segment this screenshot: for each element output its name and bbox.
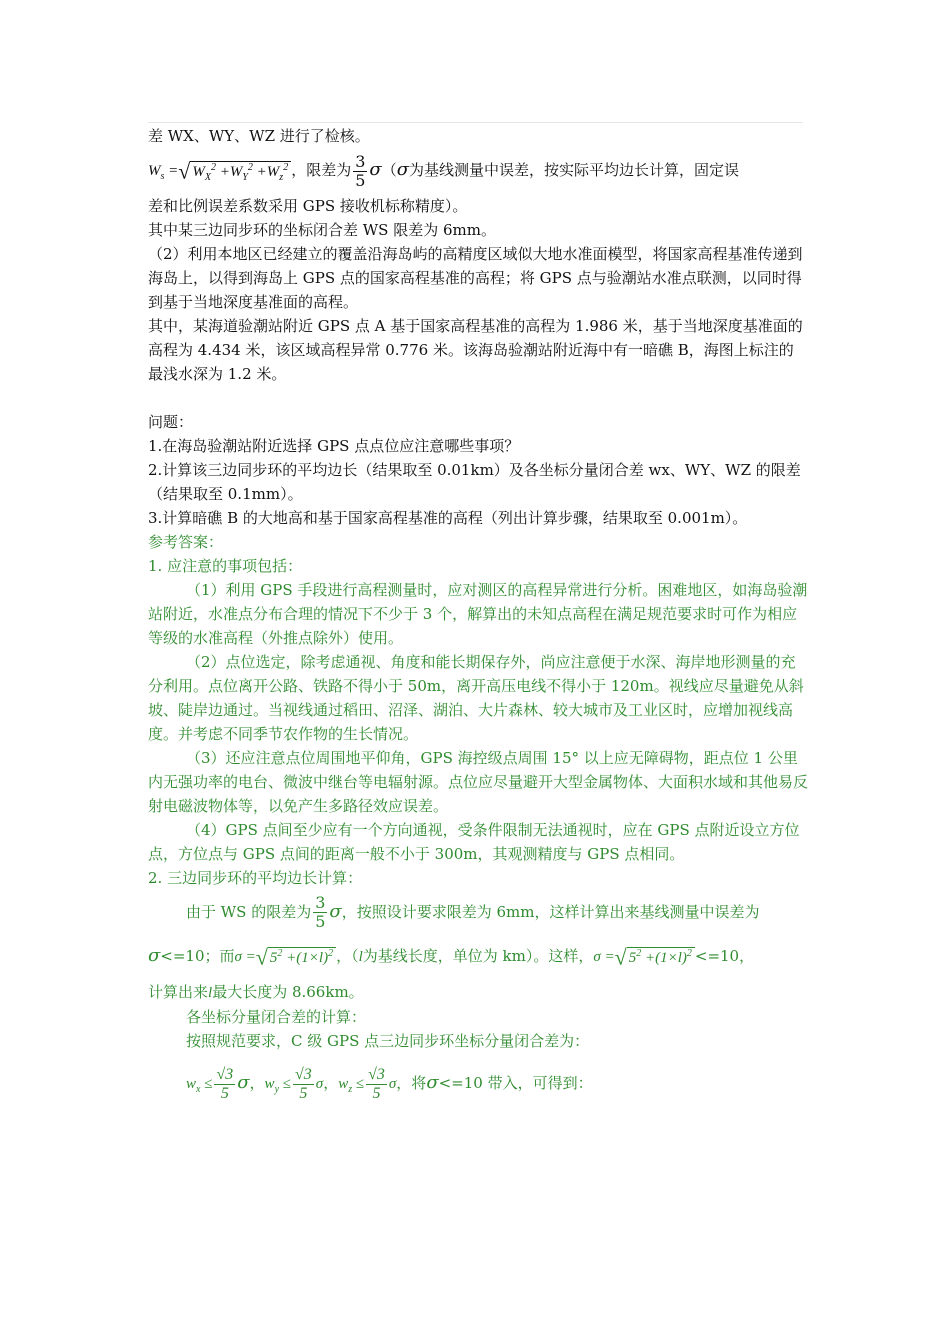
paragraph: （2）利用本地区已经建立的覆盖沿海岛屿的高精度区域似大地水准面模型，将国家高程基准传递到海岛上，以得到海岛上 GPS 点的国家高程基准的高程；将 GPS 点与验潮站水准点联测，以同时得到基于当地深度基准面的高程。: [148, 244, 803, 311]
answer-1-point-1: （1）利用 GPS 手段进行高程测量时，应对测区的高程异常进行分析。困难地区，如海岛验潮站附近，水准点分布合理的情况下不少于 3 个，解算出的未知点高程在满足规范要求时可作为相应等级的水准高程（外推点除外）使用。: [148, 580, 808, 647]
header-rule: [148, 122, 803, 123]
question-1: 1.在海岛验潮站附近选择 GPS 点点位应注意哪些事项？: [148, 436, 520, 455]
answer-2-line-2: σ<=10；而σ =√ $5^2 +(1\times l)^2$ ，（l为基线长度，单位为 km）。这样，σ =√ $5^2 +(1\times l)^2 <=10$，: [148, 944, 755, 970]
answer-2-line-5: 按照规范要求，C 级 GPS 点三边同步环坐标分量闭合差为：: [186, 1031, 590, 1050]
formula-wy: $w_y$ ≤ $\frac{√3}{5}$ σ: [264, 1065, 324, 1102]
question-2: 2.计算该三边同步环的平均边长（结果取至 0.01km）及各坐标分量闭合差 wx、WY、WZ 的限差（结果取至 0.1mm）。: [148, 460, 801, 503]
answer-2-line-6: $w_x$ ≤ $\frac{√3}{5}$ σ，$w_y$ ≤ $\frac{√3}{5}$ σ，$w_z$ ≤ $\frac{√3}{5}$ σ，将σ<=10 带入，可得到：: [186, 1065, 593, 1102]
document-body: [148, 124, 808, 1106]
answer-2-line-1: 由于 WS 的限差为 $\frac{3}{5}$ σ，按照设计要求限差为 6mm，这样计算出来基线测量中误差为: [186, 893, 760, 932]
answer-2-title: 2. 三边同步环的平均边长计算：: [148, 868, 363, 887]
answer-2-line-3: 计算出来l最大长度为 8.66km。: [148, 982, 364, 1001]
formula-sigma: σ =√ $5^2 +(1\times l)^2$: [235, 949, 337, 965]
paragraph: 其中，某海道验潮站附近 GPS 点 A 基于国家高程基准的高程为 1.986 米，基于当地深度基准面的高程为 4.434 米，该区域高程异常 0.776 米。该海岛验潮站附近海中有一暗礁 B，海图上标注的最浅水深为 1.2 米。: [148, 316, 803, 383]
formula-wz: $w_z$ ≤ $\frac{√3}{5}$ σ: [338, 1065, 397, 1102]
formula-sigma: σ =√ $5^2 +(1\times l)^2$: [593, 949, 695, 965]
answer-1-point-4: （4）GPS 点间至少应有一个方向通视，受条件限制无法通视时，应在 GPS 点附近设立方位点，方位点与 GPS 点间的距离一般不小于 300m，其观测精度与 GPS 点相同。: [148, 820, 800, 863]
question-3: 3.计算暗礁 B 的大地高和基于国家高程基准的高程（列出计算步骤，结果取至 0.001m）。: [148, 508, 748, 527]
answer-1-point-3: （3）还应注意点位周围地平仰角，GPS 海控级点周围 15° 以上应无障碍物，距点位 1 公里内无强功率的电台、微波中继台等电辐射源。点位应尽量避开大型金属物体、大面积水域和其他易反射电磁波物体等，以免产生多路径效应误差。: [148, 748, 809, 815]
answer-2-line-4: 各坐标分量闭合差的计算：: [186, 1007, 367, 1026]
answers-heading: 参考答案：: [148, 532, 224, 551]
text-line: 差和比例误差系数采用 GPS 接收机标称精度）。: [148, 196, 468, 215]
fraction-3-5: $\frac{3}{5}$: [315, 893, 326, 932]
text-line: 其中某三边同步环的坐标闭合差 WS 限差为 6mm。: [148, 220, 496, 239]
answer-1-point-2: （2）点位选定，除考虑通视、角度和能长期保存外，尚应注意便于水深、海岸地形测量的充分利用。点位离开公路、铁路不得小于 50m，离开高压电线不得小于 120m。视线应尽量避免从斜坡、陡岸边通过。当视线通过稻田、沼泽、湖泊、大片森林、较大城市及工业区时，应增加视线高度。并考虑不同季节农作物的生长情况。: [148, 652, 804, 743]
formula-ws: $W_s$ =√ $W_X^2 +W_Y^2 +W_z^2$: [148, 163, 291, 179]
answer-1-title: 1. 应注意的事项包括：: [148, 556, 303, 575]
questions-heading: 问题：: [148, 412, 194, 431]
formula-wx: $w_x$ ≤ $\frac{√3}{5}$: [186, 1065, 234, 1102]
text-line: 差 WX、WY、WZ 进行了检核。: [148, 127, 370, 145]
formula-line-ws: $W_s$ =√ $W_X^2 +W_Y^2 +W_z^2$ ，限差为 $\frac{3}{5}$ σ（σ为基线测量中误差，按实际平均边长计算，固定误: [148, 151, 740, 190]
fraction-3-5: $\frac{3}{5}$: [355, 151, 366, 190]
